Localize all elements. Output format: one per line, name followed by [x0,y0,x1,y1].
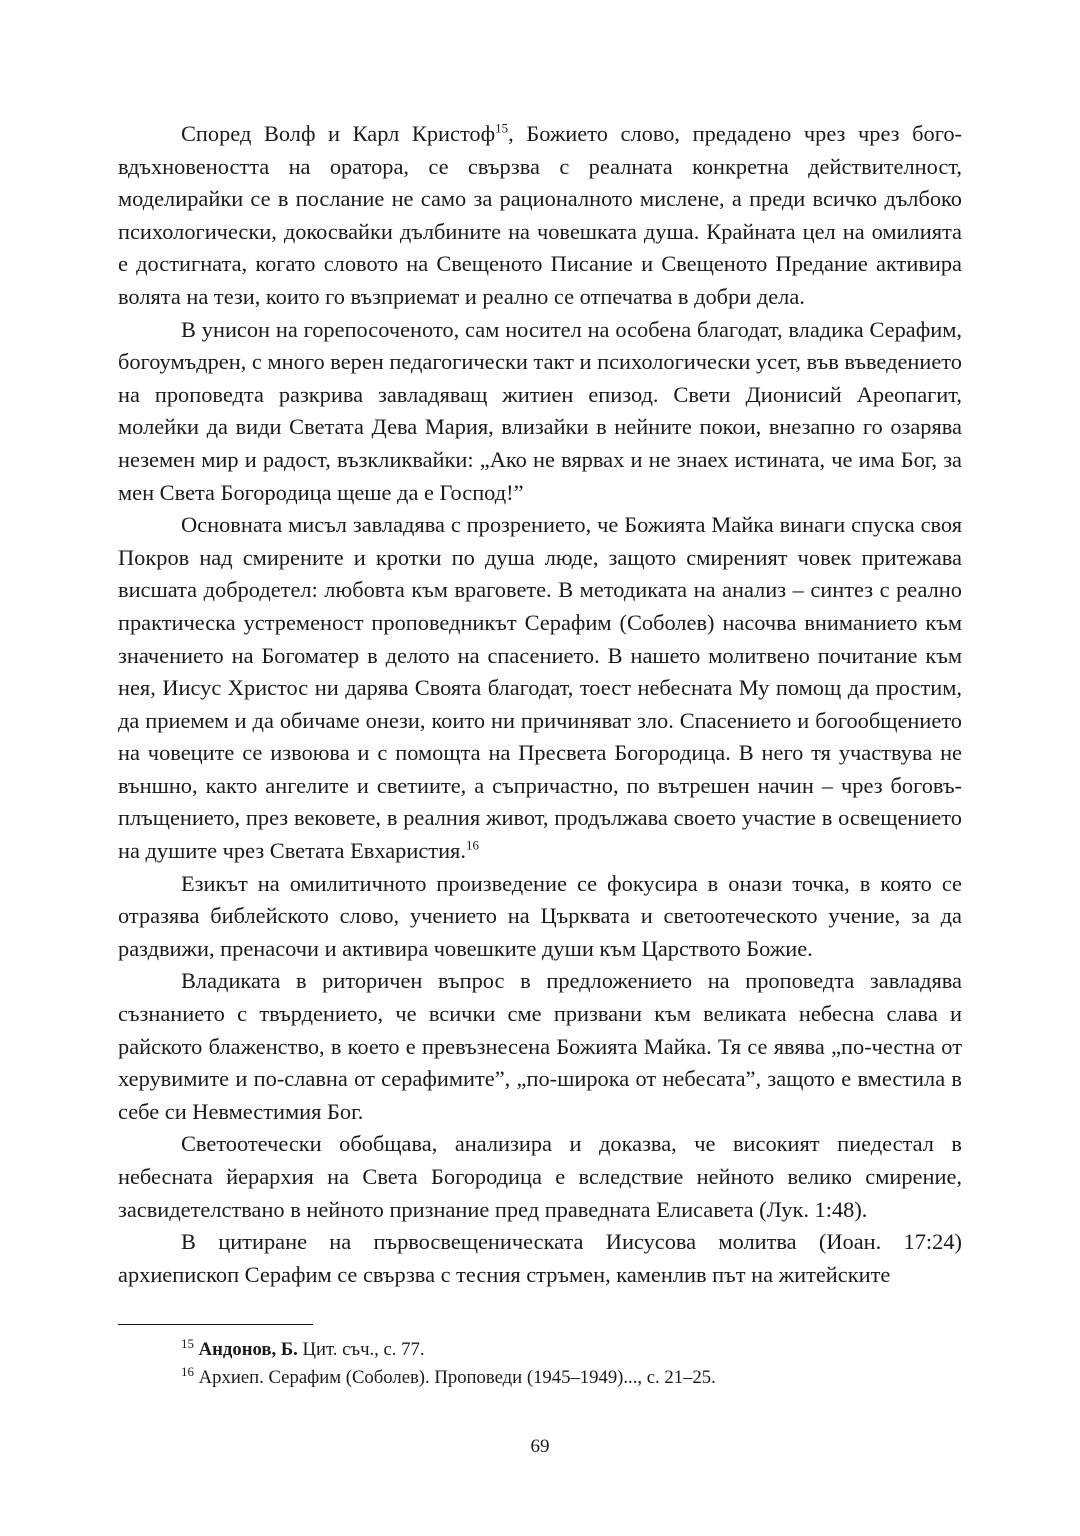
footnote-16: $^{16}$ Архиеп. Серафим (Соболев). Проповеди (1945–1949)..., с. 21–25. [181,1363,716,1388]
page-number: 69 [530,1436,550,1457]
paragraph-6: Светоотечески обобщава, анализира и доказва, че високият пиедестал в небесната йерархия на Света Богородица е вследствие нейното велико смирение, засвидетелствано в нейното признание пред праведната Елисавета (Лук. 1:48). [118,1131,962,1222]
paragraph-2: В унисон на горепосоченото, сам носител на особена благодат, владика Серафим, богоумъдрен, с много верен педагогически такт и психологически усет, във въведението на проповедта разкрива завладяващ житиен епизод. Свети Дионисий Ареопагит, молейки да види Светата Дева Мария, влизайки в нейните покои, внезапно го озарява неземен мир и радост, възкликвайки: „Ако не вярвах и не знаех истината, че има Бог, за мен Света Богородица щеше да е Господ!” [118,316,962,505]
paragraph-4: Езикът на омилитичното произведение се фокусира в онази точка, в която се отразява библейското слово, учението на Църквата и светоотеческото учение, за да раздвижи, пренасочи и активира човешките души към Царството Божие. [118,870,962,961]
paragraph-1: Според Волф и Карл Кристоф$^{15}$, Божието слово, предадено чрез чрез боговдъхновеността на оратора, се свързва с реалната конкретна действителност, моделирайки се в послание не само за рационалното мислене, а преди всичко дълбоко психологически, докосвайки дълбините на човешката душа. Крайната цел на омилията е достигната, когато словото на Свещеното Писание и Свещеното Предание активира волята на тези, които го възприемат и реално се отпечатва в добри дела. [118,120,962,309]
main-text [118,118,962,1291]
footnote-separator [118,1324,313,1325]
paragraph-3: Основната мисъл завладява с прозрението, че Божията Майка винаги спуска своя Покров над смирените и кротки по душа люде, защото смиреният човек притежава висшата добродетел: любовта към враговете. В методиката на анализ – синтез с реално практическа устременост проповедникът Серафим (Соболев) насочва вниманието към значението на Богоматер в делото на спасението. В нашето молитвено почитание към нея, Иисус Христос ни дарява Своята благодат, тоест небесната Му помощ да простим, да приемем и да обичаме онези, които ни причиняват зло. Спасението и богообщението на човеците се извоюва и с помощта на Пресвета Богородица. В него тя участвува не външно, както ангелите и светиите, а съпричастно, по вътрешен начин – чрез боговъплъщението, през вековете, в реалния живот, продължава своето участие в освещението на душите чрез Светата Евхаристия.$^{16}$ [118,512,962,864]
footnote-ref-15: 15 [495,120,509,136]
footnote-15: $^{15}$ Андонов, Б. Цит. съч., с. 77. [181,1335,425,1360]
footnotes [181,1336,961,1392]
footnote-ref-16: 16 [465,837,479,853]
paragraph-5: Владиката в риторичен въпрос в предложението на проповедта завладява съзнанието с твърдението, че всички сме призвани към великата небесна слава и райското блаженство, в което е превъзнесена Божията Майка. Тя се явява „по-честна от херувимите и по-славна от серафимите”, „по-широка от небесата”, защото е вместила в себе си Невместимия Бог. [118,968,962,1124]
footnote-author: Андонов, Б. [198,1339,298,1360]
paragraph-7: В цитиране на първосвещеническата Иисусова молитва (Иоан. 17:24) архиепископ Серафим се свързва с тесния стръмен, каменлив път на житейските [118,1229,962,1287]
